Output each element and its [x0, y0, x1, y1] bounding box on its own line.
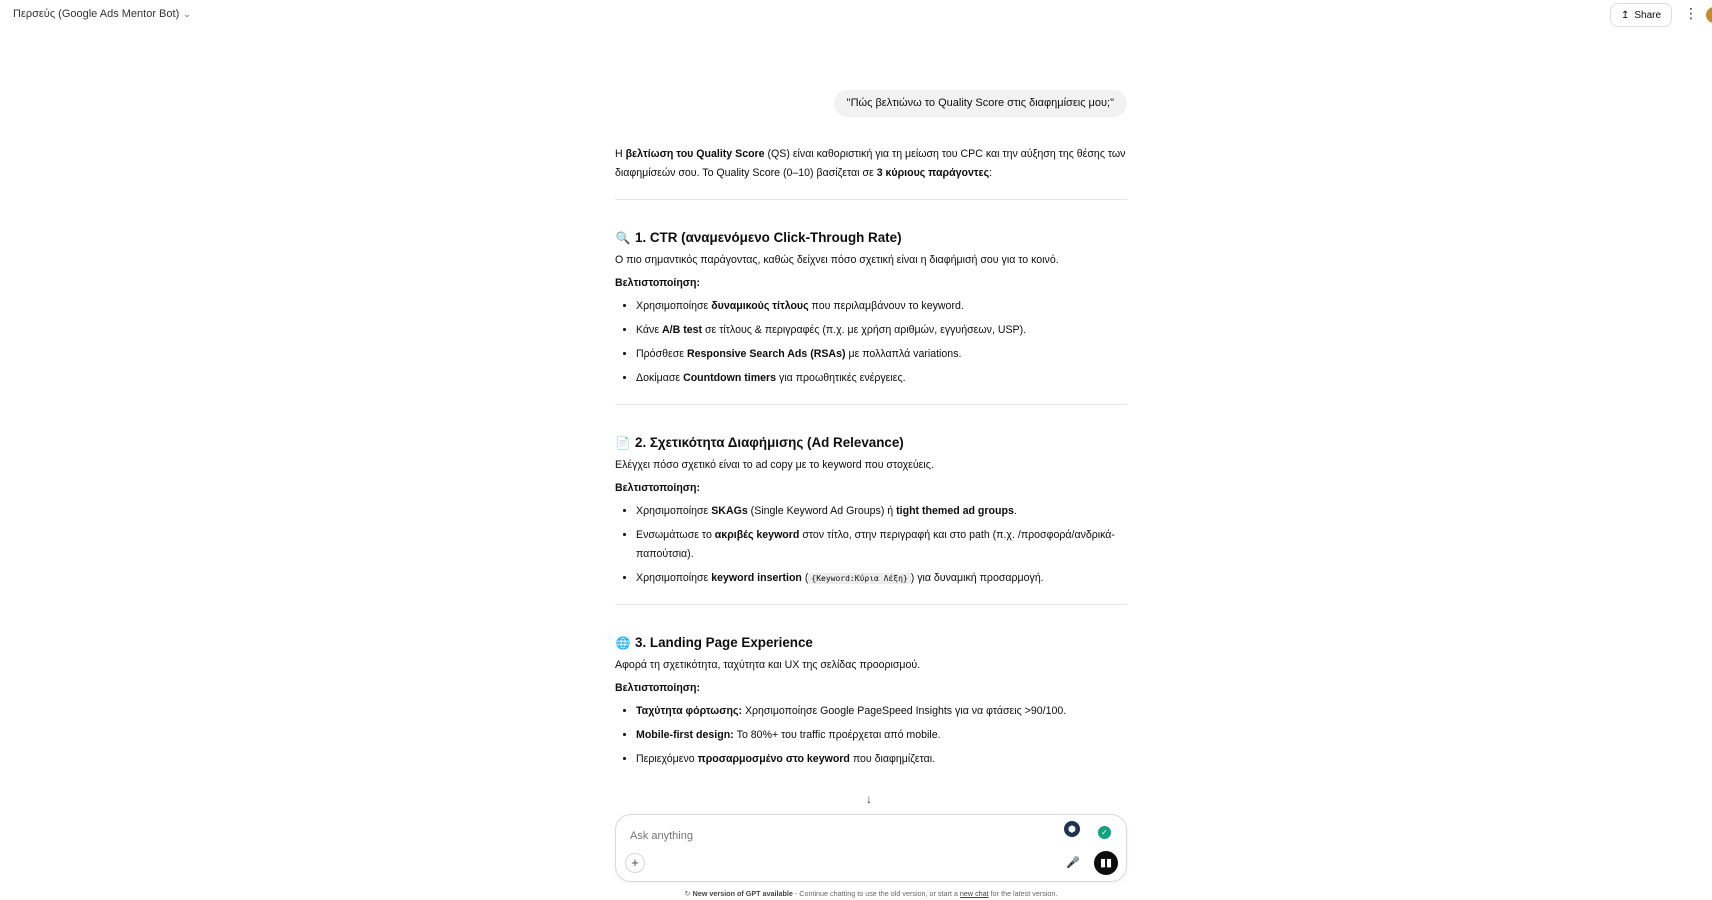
inline-code: {Keyword:Κύρια Λέξη} [808, 573, 910, 584]
list-item: • Δοκίμασε Countdown timers για προωθητικές ενέργειες. [636, 369, 1127, 388]
optimization-label: Βελτιστοποίηση: [615, 277, 701, 289]
message-composer [615, 814, 1127, 882]
document-icon: 📄 [615, 436, 631, 450]
list-item: • Mobile-first design: Το 80%+ του traffic προέρχεται από mobile. [636, 726, 1127, 745]
list-item: • Ταχύτητα φόρτωσης: Χρησιμοποίησε Google PageSpeed Insights για να φτάσεις >90/100. [636, 702, 1127, 721]
search-icon: 🔍 [615, 231, 631, 245]
divider [615, 604, 1127, 605]
grammar-assistant-icon[interactable]: ✓ [1098, 826, 1111, 839]
list-item: • Κάνε A/B test σε τίτλους & περιγραφές (π.χ. με χρήση αριθμών, εγγυήσεων, USP). [636, 321, 1127, 340]
list-item: • Χρησιμοποίησε δυναμικούς τίτλους που περιλαμβάνουν το keyword. [636, 297, 1127, 316]
section-landing-page [615, 632, 1127, 769]
chevron-down-icon: ⌄ [183, 8, 191, 19]
refresh-icon: ↻ [684, 889, 691, 898]
list-item: • Χρησιμοποίησε keyword insertion ( {Keyword:Κύρια Λέξη} ) για δυναμική προσαρμογή. [636, 569, 1127, 588]
section-description: Ο πιο σημαντικός παράγοντας, καθώς δείχνει πόσο σχετική είναι η διαφήμισή σου για το κοινό. [615, 254, 1059, 266]
bullet-list [615, 502, 1127, 588]
section-heading: 📄 2. Σχετικότητα Διαφήμισης (Ad Relevance) [615, 432, 1127, 454]
user-message: "Πώς βελτιώνω το Quality Score στις διαφημίσεις μου;" [834, 90, 1127, 117]
avatar[interactable] [1706, 7, 1712, 23]
answer-intro: Η βελτίωση του Quality Score (QS) είναι καθοριστική για τη μείωση του CPC και την αύξηση της θέσης των διαφημίσεών σου. Το Quality Score (0–10) βασίζεται σε 3 κύριους παράγοντες: [615, 148, 1126, 179]
section-heading: 🌐 3. Landing Page Experience [615, 632, 1127, 654]
more-vertical-icon[interactable]: ⋮ [1684, 5, 1698, 21]
microphone-icon[interactable]: 🎤 [1066, 857, 1080, 869]
model-name: Περσεύς (Google Ads Mentor Bot) [13, 8, 180, 20]
prompt-input[interactable] [628, 825, 1012, 847]
assistant-message [615, 145, 1127, 774]
plus-icon[interactable]: + [625, 853, 645, 873]
model-selector[interactable] [13, 8, 191, 20]
optimization-label: Βελτιστοποίηση: [615, 482, 701, 494]
share-button[interactable] [1610, 3, 1672, 27]
arrow-down-icon[interactable]: ↓ [860, 790, 878, 808]
divider [615, 404, 1127, 405]
list-item: • Περιεχόμενο προσαρμοσμένο στο keyword που διαφημίζεται. [636, 750, 1127, 769]
globe-icon: 🌐 [615, 636, 631, 650]
share-icon: ↥ [1621, 9, 1630, 21]
bullet-list [615, 702, 1127, 769]
list-item: • Πρόσθεσε Responsive Search Ads (RSAs) με πολλαπλά variations. [636, 345, 1127, 364]
section-ctr [615, 227, 1127, 388]
optimization-label: Βελτιστοποίηση: [615, 682, 701, 694]
section-ad-relevance [615, 432, 1127, 588]
section-heading: 🔍 1. CTR (αναμενόμενο Click-Through Rate) [615, 227, 1127, 249]
list-item: • Χρησιμοποίησε SKAGs (Single Keyword Ad Groups) ή tight themed ad groups. [636, 502, 1127, 521]
bullet-list [615, 297, 1127, 388]
list-item: • Ενσωμάτωσε το ακριβές keyword στον τίτλο, στην περιγραφή και στο path (π.χ. /προσφορά/ανδρικά-παπούτσια). [636, 526, 1127, 564]
new-chat-link[interactable]: new chat [959, 889, 989, 898]
section-description: Ελέγχει πόσο σχετικό είναι το ad copy με το keyword που στοχεύεις. [615, 459, 934, 471]
divider [615, 199, 1127, 200]
section-description: Αφορά τη σχετικότητα, ταχύτητα και UX της σελίδας προορισμού. [615, 659, 921, 671]
top-bar [0, 0, 1712, 32]
share-label: Share [1634, 9, 1662, 21]
voice-mode-icon[interactable]: ▮▮ [1094, 851, 1118, 875]
extension-icon[interactable]: ⬢ [1064, 821, 1080, 837]
footer-notice: ↻ New version of GPT available - Continue chatting to use the old version, or start a new chat for the latest version. [684, 889, 1058, 898]
